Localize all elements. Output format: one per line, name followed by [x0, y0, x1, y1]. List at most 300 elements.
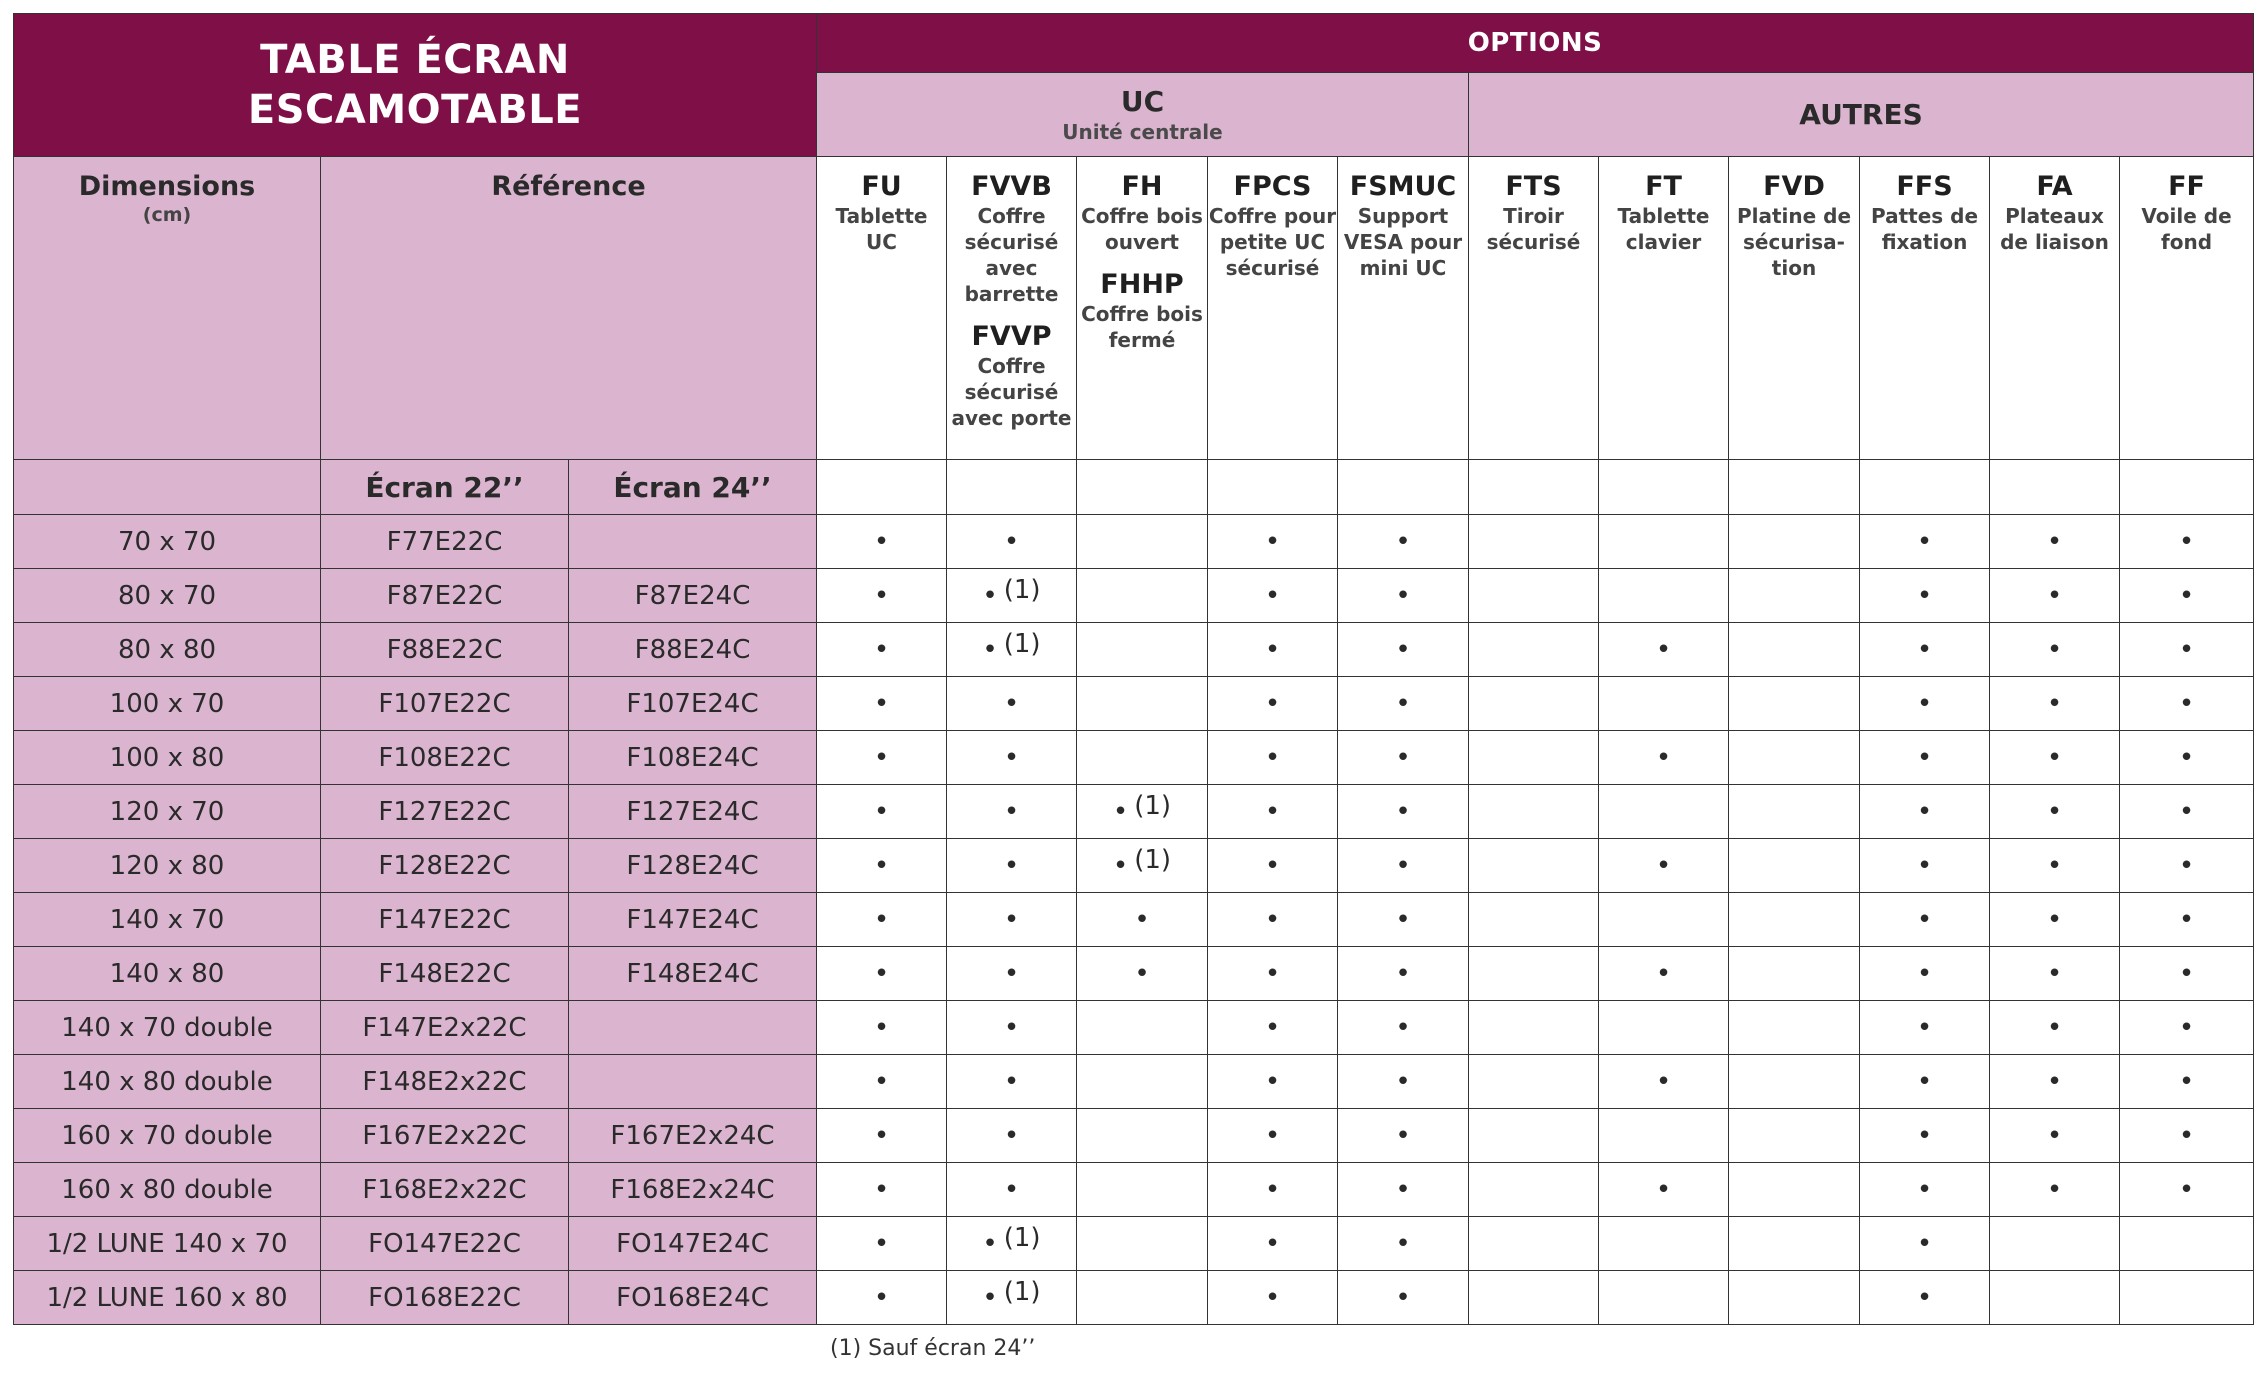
dimensions-label: Dimensions — [78, 171, 256, 202]
option-mark-cell — [1077, 731, 1208, 785]
option-code: FVD — [1763, 171, 1825, 202]
option-mark-cell: • — [1860, 1163, 1990, 1217]
availability-dot: • — [982, 1282, 998, 1313]
option-mark-cell: • — [1208, 785, 1338, 839]
option-mark-cell: • — [1990, 731, 2120, 785]
option-mark-cell: • — [1860, 1271, 1990, 1325]
option-mark-cell — [1077, 1163, 1208, 1217]
option-mark-cell — [1469, 569, 1599, 623]
ref-24-cell: F88E24C — [569, 623, 817, 677]
table-row — [14, 947, 2254, 1001]
option-mark-cell — [1729, 839, 1860, 893]
footnote-ref: (1) — [1003, 1222, 1041, 1253]
option-mark-cell — [1729, 1001, 1860, 1055]
table-row — [14, 515, 2254, 569]
option-mark-cell — [1729, 1109, 1860, 1163]
option-mark-cell: • — [817, 785, 947, 839]
ref-22-cell: F107E22C — [321, 677, 569, 731]
option-mark-cell: • — [1990, 785, 2120, 839]
table-row — [14, 569, 2254, 623]
option-mark-cell — [1469, 839, 1599, 893]
option-mark-cell: • — [1208, 947, 1338, 1001]
option-mark-cell: • — [817, 1109, 947, 1163]
option-mark-cell: • — [1990, 1109, 2120, 1163]
option-mark-cell: • — [1077, 947, 1208, 1001]
title-line-2: ESCAMOTABLE — [247, 87, 583, 133]
option-mark-cell: • — [1860, 1055, 1990, 1109]
dimension-cell: 140 x 70 — [14, 893, 321, 947]
option-mark-cell — [1077, 515, 1208, 569]
option-mark-cell: • — [1990, 1163, 2120, 1217]
option-mark-cell: • — [1990, 1055, 2120, 1109]
option-mark-cell: • — [1208, 1055, 1338, 1109]
option-mark-cell: • — [1338, 1163, 1469, 1217]
option-mark-cell: • — [1208, 1271, 1338, 1325]
table-body — [14, 515, 2254, 1325]
option-mark-cell: • — [1990, 1001, 2120, 1055]
option-mark-cell — [1599, 515, 1729, 569]
ref-22-cell: F148E2x22C — [321, 1055, 569, 1109]
screen-row-option-blank — [1860, 460, 1990, 515]
screen-row-option-blank — [1729, 460, 1860, 515]
dimension-cell: 1/2 LUNE 140 x 70 — [14, 1217, 321, 1271]
option-mark-cell: • — [1860, 893, 1990, 947]
table-title — [14, 14, 817, 157]
option-mark-cell: • — [2120, 1055, 2254, 1109]
ref-22-cell: F108E22C — [321, 731, 569, 785]
option-mark-cell: • — [1860, 785, 1990, 839]
ref-24-cell: F127E24C — [569, 785, 817, 839]
table-row — [14, 785, 2254, 839]
option-code: FU — [861, 171, 902, 202]
option-mark-cell — [1599, 1271, 1729, 1325]
option-header-6 — [1599, 157, 1729, 460]
option-code-alt: FHHP — [1100, 269, 1184, 300]
screen-row-blank — [14, 460, 321, 515]
title-line-1: TABLE ÉCRAN — [260, 37, 570, 83]
option-mark-cell — [1729, 785, 1860, 839]
option-header-8 — [1860, 157, 1990, 460]
screen-row-option-blank — [1208, 460, 1338, 515]
dimension-cell: 70 x 70 — [14, 515, 321, 569]
option-mark-cell — [1469, 1001, 1599, 1055]
option-mark-cell: • — [817, 893, 947, 947]
ref-22-cell: F127E22C — [321, 785, 569, 839]
option-mark-cell: • — [1338, 1271, 1469, 1325]
dimension-cell: 120 x 70 — [14, 785, 321, 839]
ref-22-cell: F88E22C — [321, 623, 569, 677]
ref-22-cell: F128E22C — [321, 839, 569, 893]
footnote-ref: (1) — [1003, 628, 1041, 659]
option-code: FTS — [1505, 171, 1562, 202]
option-mark-cell: • — [1208, 623, 1338, 677]
option-mark-cell: • — [947, 1055, 1077, 1109]
ref-24-cell: F168E2x24C — [569, 1163, 817, 1217]
dimension-cell: 140 x 70 double — [14, 1001, 321, 1055]
option-desc: Pattes de fixation — [1870, 204, 1979, 254]
option-mark-cell — [1469, 893, 1599, 947]
option-mark-cell — [947, 623, 1077, 677]
option-mark-cell: • — [2120, 1001, 2254, 1055]
option-mark-cell — [1599, 677, 1729, 731]
availability-dot: • — [1112, 796, 1129, 827]
screen-22-header: Écran 22’’ — [321, 460, 569, 515]
option-mark-cell — [1077, 1109, 1208, 1163]
option-mark-cell: • — [1860, 947, 1990, 1001]
option-desc: Plateaux de liaison — [2000, 204, 2109, 254]
option-mark-cell: • — [947, 1163, 1077, 1217]
screen-row-option-blank — [1077, 460, 1208, 515]
ref-24-cell — [569, 1055, 817, 1109]
option-mark-cell: • — [1990, 893, 2120, 947]
option-mark-cell — [1990, 1217, 2120, 1271]
ref-24-cell: F128E24C — [569, 839, 817, 893]
option-mark-cell: • — [1338, 785, 1469, 839]
option-mark-cell: • — [1208, 1217, 1338, 1271]
option-mark-cell: • — [1990, 569, 2120, 623]
table-row — [14, 677, 2254, 731]
screen-row-option-blank — [817, 460, 947, 515]
option-mark-cell: • — [947, 515, 1077, 569]
option-mark-cell: • — [947, 1001, 1077, 1055]
option-mark-cell — [2120, 1271, 2254, 1325]
option-mark-cell: • — [1338, 1055, 1469, 1109]
option-mark-cell: • — [1860, 1001, 1990, 1055]
ref-24-cell: F87E24C — [569, 569, 817, 623]
option-mark-cell: • — [1208, 839, 1338, 893]
option-mark-cell — [1729, 623, 1860, 677]
dimensions-unit: (cm) — [142, 204, 192, 226]
option-mark-cell: • — [1338, 1109, 1469, 1163]
option-code-alt: FVVP — [971, 321, 1052, 352]
footnote: (1) Sauf écran 24’’ — [830, 1336, 1036, 1361]
option-desc: Tiroir sécurisé — [1486, 204, 1581, 254]
option-mark-cell: • — [1208, 731, 1338, 785]
option-mark-cell: • — [1860, 515, 1990, 569]
option-mark-cell — [1077, 1217, 1208, 1271]
option-mark-cell: • — [1338, 677, 1469, 731]
option-desc: Tablette clavier — [1617, 204, 1710, 254]
option-mark-cell: • — [1599, 839, 1729, 893]
dimension-cell: 1/2 LUNE 160 x 80 — [14, 1271, 321, 1325]
dimension-cell: 120 x 80 — [14, 839, 321, 893]
option-header-3 — [1208, 157, 1338, 460]
table-row — [14, 1271, 2254, 1325]
option-mark-cell: • — [817, 1217, 947, 1271]
option-mark-cell — [1469, 1163, 1599, 1217]
option-mark-cell — [1469, 1271, 1599, 1325]
option-header-7 — [1729, 157, 1860, 460]
option-mark-cell — [1077, 677, 1208, 731]
option-mark-cell: • — [1599, 623, 1729, 677]
option-header-10 — [2120, 157, 2254, 460]
ref-24-cell — [569, 515, 817, 569]
option-code: FH — [1121, 171, 1163, 202]
option-mark-cell: • — [1599, 1055, 1729, 1109]
option-mark-cell: • — [817, 569, 947, 623]
availability-dot: • — [982, 1228, 998, 1259]
option-mark-cell — [1077, 785, 1208, 839]
option-code: FT — [1645, 171, 1682, 202]
option-mark-cell — [1077, 1055, 1208, 1109]
option-mark-cell: • — [1338, 515, 1469, 569]
option-mark-cell — [1729, 1163, 1860, 1217]
option-mark-cell: • — [1990, 839, 2120, 893]
dimension-cell: 80 x 70 — [14, 569, 321, 623]
table-row — [14, 731, 2254, 785]
option-desc: Platine de sécurisa-tion — [1736, 204, 1852, 280]
option-mark-cell: • — [1077, 893, 1208, 947]
option-mark-cell — [1469, 731, 1599, 785]
option-mark-cell: • — [947, 893, 1077, 947]
option-mark-cell: • — [1990, 677, 2120, 731]
screen-row-option-blank — [1469, 460, 1599, 515]
option-mark-cell — [1077, 1271, 1208, 1325]
option-header-1 — [947, 157, 1077, 460]
ref-24-cell: FO168E24C — [569, 1271, 817, 1325]
dimension-cell: 100 x 80 — [14, 731, 321, 785]
option-mark-cell: • — [1208, 515, 1338, 569]
option-mark-cell: • — [2120, 947, 2254, 1001]
screen-row-option-blank — [1599, 460, 1729, 515]
option-mark-cell — [1729, 947, 1860, 1001]
dimension-cell: 100 x 70 — [14, 677, 321, 731]
option-mark-cell — [1729, 1055, 1860, 1109]
option-mark-cell — [1077, 623, 1208, 677]
option-mark-cell: • — [817, 1163, 947, 1217]
option-code: FPCS — [1233, 171, 1312, 202]
uc-subtitle: Unité centrale — [1062, 120, 1223, 144]
option-mark-cell: • — [1860, 1109, 1990, 1163]
option-mark-cell: • — [1990, 515, 2120, 569]
option-mark-cell — [1077, 839, 1208, 893]
option-mark-cell: • — [1338, 623, 1469, 677]
dimensions-header — [14, 157, 321, 460]
option-mark-cell — [1729, 1217, 1860, 1271]
option-mark-cell: • — [2120, 569, 2254, 623]
option-desc-alt: Coffre bois fermé — [1081, 302, 1203, 352]
availability-dot: • — [982, 634, 998, 665]
table-row — [14, 1001, 2254, 1055]
option-desc: Support VESA pour mini UC — [1343, 204, 1463, 280]
option-mark-cell — [947, 1271, 1077, 1325]
ref-24-cell: F107E24C — [569, 677, 817, 731]
autres-label: AUTRES — [1799, 98, 1923, 131]
option-mark-cell — [947, 1217, 1077, 1271]
option-desc: Coffre sécurisé avec barrette — [964, 204, 1059, 306]
option-mark-cell: • — [1208, 569, 1338, 623]
option-mark-cell: • — [817, 947, 947, 1001]
option-mark-cell: • — [2120, 677, 2254, 731]
option-mark-cell — [1469, 677, 1599, 731]
ref-24-cell — [569, 1001, 817, 1055]
option-mark-cell: • — [1860, 1217, 1990, 1271]
footnote-ref: (1) — [1134, 844, 1172, 875]
option-mark-cell — [947, 569, 1077, 623]
option-header-2 — [1077, 157, 1208, 460]
option-mark-cell: • — [1338, 839, 1469, 893]
ref-24-cell: FO147E24C — [569, 1217, 817, 1271]
option-mark-cell — [1599, 1217, 1729, 1271]
option-mark-cell — [2120, 1217, 2254, 1271]
table-row — [14, 1163, 2254, 1217]
option-mark-cell: • — [947, 1109, 1077, 1163]
autres-group-header — [1469, 73, 2254, 157]
option-mark-cell: • — [1599, 947, 1729, 1001]
ref-22-cell: F87E22C — [321, 569, 569, 623]
option-mark-cell: • — [1990, 623, 2120, 677]
table-row — [14, 623, 2254, 677]
option-mark-cell: • — [947, 839, 1077, 893]
options-table-container — [13, 13, 2253, 1325]
ref-22-cell: F168E2x22C — [321, 1163, 569, 1217]
option-mark-cell: • — [2120, 1163, 2254, 1217]
availability-dot: • — [982, 580, 998, 611]
dimension-cell: 160 x 80 double — [14, 1163, 321, 1217]
screen-row-option-blank — [2120, 460, 2254, 515]
ref-22-cell: F167E2x22C — [321, 1109, 569, 1163]
option-mark-cell: • — [1860, 569, 1990, 623]
option-mark-cell — [1469, 1217, 1599, 1271]
option-mark-cell: • — [1208, 893, 1338, 947]
option-mark-cell: • — [1599, 731, 1729, 785]
option-mark-cell: • — [817, 839, 947, 893]
option-code: FFS — [1896, 171, 1953, 202]
ref-24-cell: F148E24C — [569, 947, 817, 1001]
option-desc: Tablette UC — [835, 204, 928, 254]
table-row — [14, 893, 2254, 947]
option-mark-cell — [1990, 1271, 2120, 1325]
option-mark-cell: • — [1338, 893, 1469, 947]
option-mark-cell: • — [947, 947, 1077, 1001]
option-mark-cell — [1077, 569, 1208, 623]
ref-22-cell: F147E22C — [321, 893, 569, 947]
table-row — [14, 1109, 2254, 1163]
screen-row-option-blank — [947, 460, 1077, 515]
footnote-ref: (1) — [1134, 790, 1172, 821]
option-mark-cell: • — [947, 785, 1077, 839]
option-mark-cell: • — [817, 677, 947, 731]
option-code: FF — [2168, 171, 2205, 202]
option-mark-cell: • — [2120, 1109, 2254, 1163]
option-mark-cell: • — [1208, 677, 1338, 731]
option-mark-cell — [1729, 569, 1860, 623]
option-mark-cell: • — [2120, 623, 2254, 677]
option-mark-cell: • — [2120, 731, 2254, 785]
options-header: OPTIONS — [817, 14, 2254, 73]
ref-24-cell: F147E24C — [569, 893, 817, 947]
screen-row-option-blank — [1990, 460, 2120, 515]
option-mark-cell: • — [1860, 623, 1990, 677]
option-mark-cell: • — [1208, 1163, 1338, 1217]
option-mark-cell — [1599, 1001, 1729, 1055]
availability-dot: • — [1112, 850, 1129, 881]
ref-22-cell: F77E22C — [321, 515, 569, 569]
ref-24-cell: F167E2x24C — [569, 1109, 817, 1163]
option-mark-cell — [1729, 731, 1860, 785]
option-mark-cell — [1469, 947, 1599, 1001]
options-table — [13, 13, 2254, 1325]
option-code: FVVB — [971, 171, 1052, 202]
option-mark-cell: • — [2120, 785, 2254, 839]
screen-row-option-blank — [1338, 460, 1469, 515]
dimension-cell: 140 x 80 double — [14, 1055, 321, 1109]
option-mark-cell — [1599, 1109, 1729, 1163]
option-code: FA — [2036, 171, 2073, 202]
option-desc: Coffre pour petite UC sécurisé — [1208, 204, 1337, 280]
option-header-5 — [1469, 157, 1599, 460]
option-mark-cell: • — [1338, 1217, 1469, 1271]
option-mark-cell: • — [1860, 731, 1990, 785]
option-mark-cell — [1599, 893, 1729, 947]
option-mark-cell: • — [1208, 1001, 1338, 1055]
table-row — [14, 1217, 2254, 1271]
option-desc-alt: Coffre sécurisé avec porte — [951, 354, 1072, 430]
footnote-ref: (1) — [1003, 574, 1041, 605]
option-mark-cell: • — [947, 731, 1077, 785]
ref-22-cell: FO168E22C — [321, 1271, 569, 1325]
uc-code: UC — [1120, 85, 1165, 118]
table-row — [14, 1055, 2254, 1109]
option-mark-cell — [1599, 785, 1729, 839]
footnote-ref: (1) — [1003, 1276, 1041, 1307]
ref-22-cell: F148E22C — [321, 947, 569, 1001]
option-mark-cell — [1077, 1001, 1208, 1055]
option-mark-cell — [1469, 515, 1599, 569]
dimension-cell: 160 x 70 double — [14, 1109, 321, 1163]
option-mark-cell: • — [1990, 947, 2120, 1001]
option-mark-cell — [1469, 623, 1599, 677]
option-mark-cell: • — [2120, 515, 2254, 569]
option-mark-cell: • — [947, 677, 1077, 731]
option-mark-cell — [1599, 569, 1729, 623]
option-mark-cell — [1469, 785, 1599, 839]
option-header-4 — [1338, 157, 1469, 460]
dimension-cell: 80 x 80 — [14, 623, 321, 677]
reference-header — [321, 157, 817, 460]
screen-24-header: Écran 24’’ — [569, 460, 817, 515]
option-mark-cell: • — [1338, 947, 1469, 1001]
option-mark-cell: • — [1338, 1001, 1469, 1055]
option-desc: Voile de fond — [2141, 204, 2232, 254]
ref-24-cell: F108E24C — [569, 731, 817, 785]
option-mark-cell — [1729, 677, 1860, 731]
option-mark-cell: • — [1599, 1163, 1729, 1217]
option-mark-cell: • — [817, 1271, 947, 1325]
option-code: FSMUC — [1349, 171, 1457, 202]
ref-22-cell: FO147E22C — [321, 1217, 569, 1271]
ref-22-cell: F147E2x22C — [321, 1001, 569, 1055]
reference-label: Référence — [491, 171, 646, 202]
option-mark-cell — [1729, 893, 1860, 947]
option-mark-cell: • — [817, 1055, 947, 1109]
option-mark-cell — [1729, 515, 1860, 569]
option-header-0 — [817, 157, 947, 460]
dimension-cell: 140 x 80 — [14, 947, 321, 1001]
option-mark-cell — [1469, 1109, 1599, 1163]
option-header-9 — [1990, 157, 2120, 460]
option-mark-cell: • — [1338, 569, 1469, 623]
option-mark-cell — [1729, 1271, 1860, 1325]
option-mark-cell: • — [2120, 839, 2254, 893]
option-mark-cell — [1469, 1055, 1599, 1109]
option-mark-cell: • — [817, 623, 947, 677]
option-mark-cell: • — [1860, 677, 1990, 731]
option-mark-cell: • — [1860, 839, 1990, 893]
option-mark-cell: • — [817, 731, 947, 785]
option-mark-cell: • — [1338, 731, 1469, 785]
option-mark-cell: • — [817, 515, 947, 569]
